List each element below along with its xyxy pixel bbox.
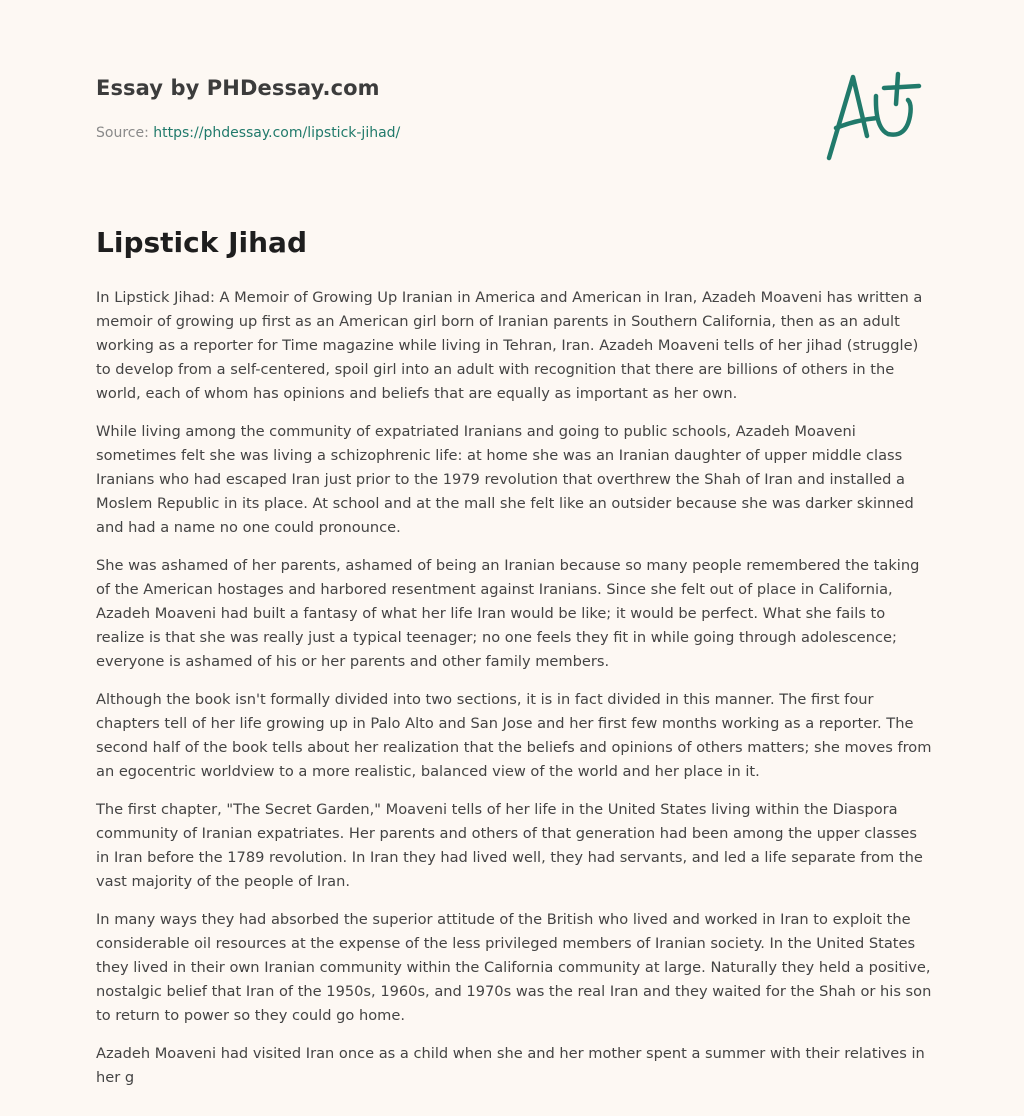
source-label: Source:: [96, 125, 149, 141]
a-plus-grade-icon: [822, 66, 928, 166]
essay-paragraph: In Lipstick Jihad: A Memoir of Growing Up Iranian in America and American in Iran, Azadeh Moaveni has written a memoir of growing up first as an American girl born of Iranian parents in Southern California, then as an adult working as a reporter for Time magazine while living in Tehran, Iran. Azadeh Moaveni tells of her jihad (struggle) to develop from a self-centered, spoil girl into an adult with recognition that there are billions of others in the world, each of whom has opinions and beliefs that are equally as important as her own.: [96, 289, 923, 402]
essay-paragraph: Azadeh Moaveni had visited Iran once as a child when she and her mother spent a summer with their relatives in her g: [96, 1045, 925, 1086]
essay-paragraph: In many ways they had absorbed the superior attitude of the British who lived and worked in Iran to exploit the considerable oil resources at the expense of the less privileged members of Iranian society. In the United States they lived in their own Iranian community within the California community at large. Naturally they held a positive, nostalgic belief that Iran of the 1950s, 1960s, and 1970s was the real Iran and they waited for the Shah or his son to return to power so they could go home.: [96, 911, 932, 1024]
essay-paragraph: The first chapter, "The Secret Garden," Moaveni tells of her life in the United States living within the Diaspora community of Iranian expatriates. Her parents and others of that generation had been among the upper classes in Iran before the 1789 revolution. In Iran they had lived well, they had servants, and led a life separate from the vast majority of the people of Iran.: [96, 801, 923, 890]
essay-title: Lipstick Jihad: [96, 226, 307, 259]
source-line: [96, 125, 400, 141]
essay-paragraph: She was ashamed of her parents, ashamed of being an Iranian because so many people remembered the taking of the American hostages and harbored resentment against Iranians. Since she felt out of place in California, Azadeh Moaveni had built a fantasy of what her life Iran would be like; it would be perfect. What she fails to realize is that she was really just a typical teenager; no one feels they fit in while going through adolescence; everyone is ashamed of his or her parents and other family members.: [96, 557, 920, 670]
brand-title: Essay by PHDessay.com: [96, 76, 380, 100]
source-link[interactable]: https://phdessay.com/lipstick-jihad/: [153, 125, 401, 141]
essay-paragraph: While living among the community of expatriated Iranians and going to public schools, Azadeh Moaveni sometimes felt she was living a schizophrenic life: at home she was an Iranian daughter of upper middle class Iranians who had escaped Iran just prior to the 1979 revolution that overthrew the Shah of Iran and installed a Moslem Republic in its place. At school and at the mall she felt like an outsider because she was darker skinned and had a name no one could pronounce.: [96, 423, 914, 536]
essay-body: [96, 286, 932, 1104]
essay-paragraph: Although the book isn't formally divided into two sections, it is in fact divided in this manner. The first four chapters tell of her life growing up in Palo Alto and San Jose and her first few months working as a reporter. The second half of the book tells about her realization that the beliefs and opinions of others matters; she moves from an egocentric worldview to a more realistic, balanced view of the world and her place in it.: [96, 691, 932, 780]
